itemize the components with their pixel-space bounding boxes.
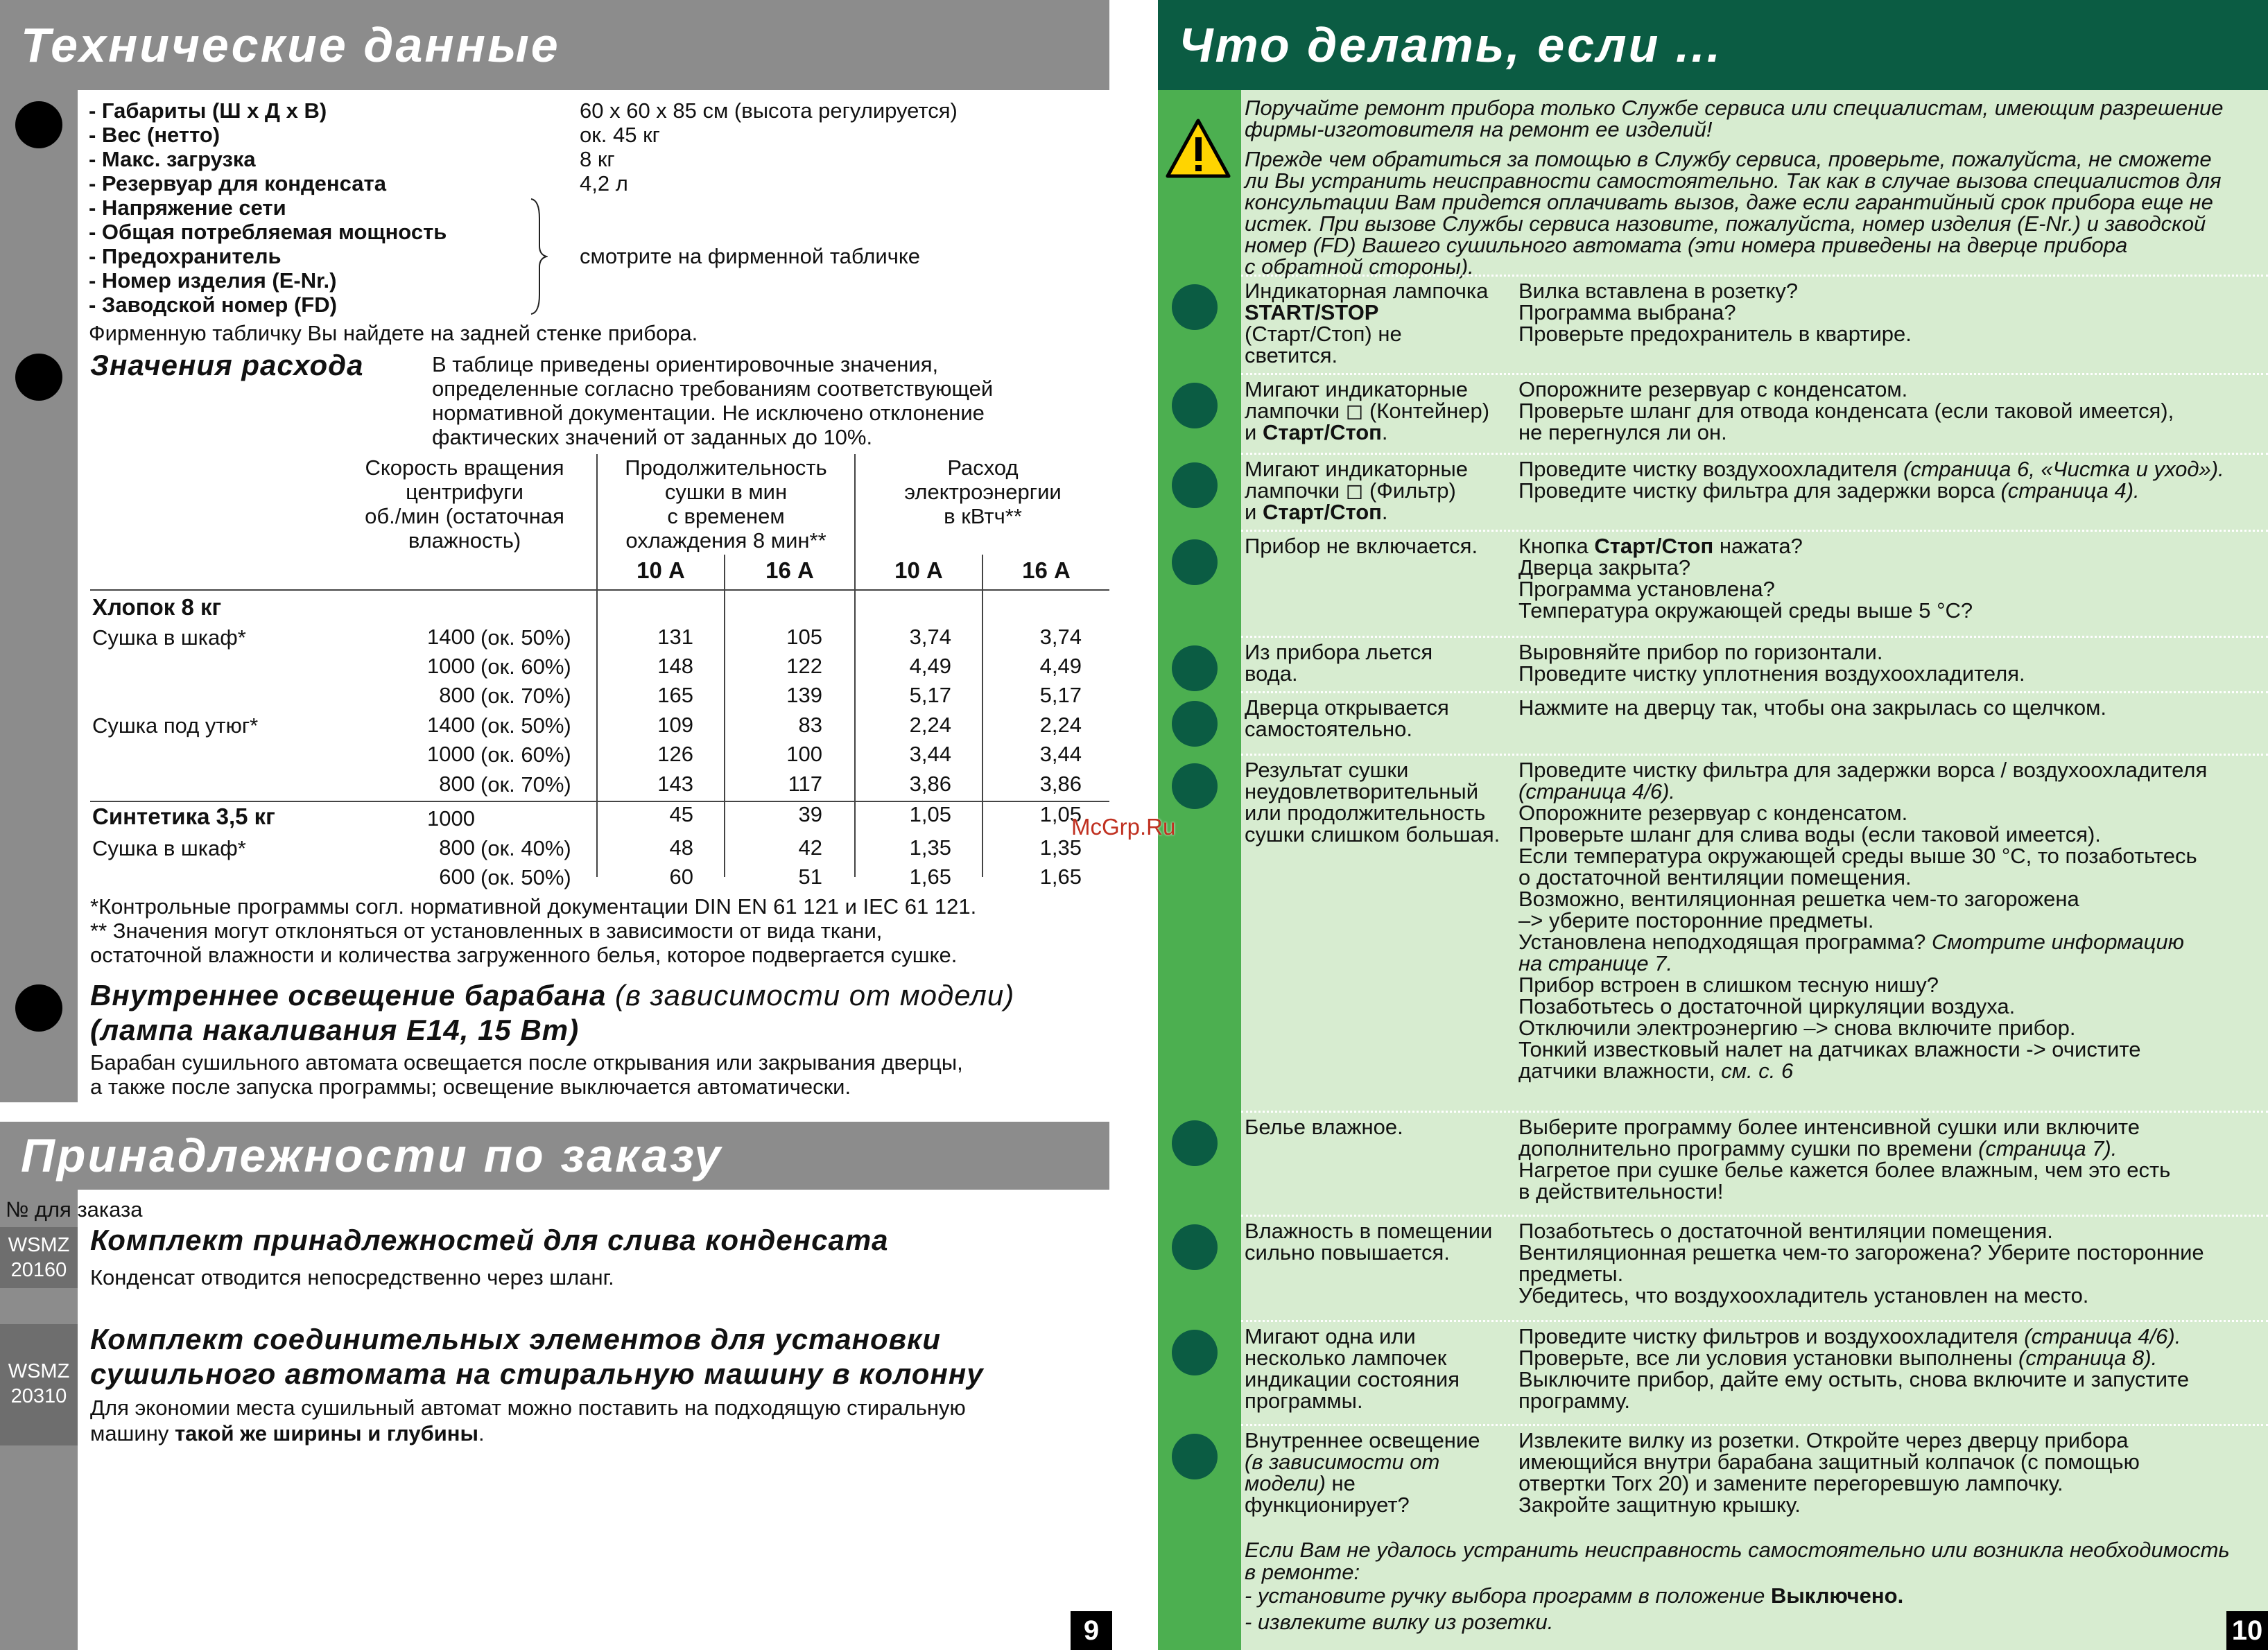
sol-line: Кнопка Старт/Стоп нажата? (1518, 534, 1803, 558)
table-cell: 109 (657, 713, 693, 737)
table-cell: 600 (439, 865, 475, 889)
final-bullet-1: - установите ручку выбора программ в положение Выключено. (1245, 1583, 1904, 1608)
sol-line: Проверьте шланг для слива воды (если таковой имеется). (1518, 822, 2101, 846)
prob-line: Прибор не включается. (1245, 534, 1478, 558)
prob-line: функционирует? (1245, 1493, 1410, 1517)
warning-line: фирмы-изготовителя на ремонт ее изделий! (1245, 117, 1713, 141)
prob-line: Белье влажное. (1245, 1115, 1403, 1139)
table-cell: Сушка в шкаф* (92, 836, 246, 860)
sol-line: Температура окружающей среды выше 5 °C? (1518, 598, 1973, 623)
order-code-2: WSMZ 20310 (0, 1324, 78, 1445)
prob-line: индикации состояния (1245, 1367, 1460, 1391)
row-separator (1241, 453, 2268, 455)
table-cell: 800 (439, 772, 475, 796)
sol-line: Проверьте предохранитель в квартире. (1518, 322, 1912, 346)
spec-label: - Общая потребляемая мощность (89, 220, 447, 244)
sol-line: имеющийся внутри барабана защитный колпачок (с помощью (1518, 1450, 2140, 1474)
table-cell: 3,86 (909, 772, 951, 796)
table-cell: 131 (657, 625, 693, 649)
order-no-label: № для заказа (6, 1197, 143, 1222)
row-separator (1241, 1424, 2268, 1426)
sol-line: Убедитесь, что воздухоохладитель установлен на место. (1518, 1283, 2089, 1308)
table-cell: 1,05 (1039, 802, 1082, 826)
sol-line: –> уберите посторонние предметы. (1518, 908, 1874, 932)
table-cell: (ок. 50%) (481, 625, 571, 650)
bullet-icon (1172, 763, 1218, 809)
bullet-icon (1172, 539, 1218, 585)
table-cell: 4,49 (1039, 654, 1082, 678)
col-duration-header: Продолжительность сушки в мин с временем охлаждения 8 мин** (625, 455, 827, 553)
prob-line: лампочки ◻ (Фильтр) (1245, 478, 1456, 503)
table-cell: 165 (657, 683, 693, 707)
prob-line: Индикаторная лампочка (1245, 279, 1489, 303)
table-cell: 3,44 (1039, 742, 1082, 766)
accessory-2-text-1: Для экономии места сушильный автомат можно поставить на подходящую стиральную (90, 1396, 966, 1420)
bullet-icon (1172, 1224, 1218, 1270)
sol-line: Проверьте, все ли условия установки выполнены (страница 8). (1518, 1346, 2158, 1370)
sol-line: Программа установлена? (1518, 577, 1775, 601)
table-cell: 2,24 (909, 713, 951, 737)
plate-note: Фирменную табличку Вы найдете на задней стенке прибора. (89, 321, 698, 345)
sol-line: Опорожните резервуар с конденсатом. (1518, 801, 1908, 825)
prob-line: Результат сушки (1245, 758, 1409, 782)
sol-line: Выберите программу более интенсивной сушки или включите (1518, 1115, 2140, 1139)
tech-data-header (0, 0, 1109, 90)
table-cell: 1,05 (909, 802, 951, 826)
table-cell: 3,44 (909, 742, 951, 766)
prob-line: (в зависимости от (1245, 1450, 1440, 1474)
sol-line: Вентиляционная решетка чем-то загорожена? Уберите посторонние (1518, 1240, 2204, 1265)
warning-line: Прежде чем обратиться за помощью в Службу сервиса, проверьте, пожалуйста, не сможете (1245, 147, 2212, 171)
row-separator (1241, 1111, 2268, 1113)
table-cell: 800 (439, 683, 475, 707)
table-cell: (ок. 60%) (481, 654, 571, 679)
prob-line: несколько лампочек (1245, 1346, 1447, 1370)
table-cell: 1,35 (909, 835, 951, 860)
consumption-desc-2: определенные согласно требованиям соответствующей (432, 376, 994, 401)
prob-line: Влажность в помещении (1245, 1219, 1493, 1243)
watermark: McGrp.Ru (1071, 814, 1176, 840)
bullet-icon (1172, 383, 1218, 428)
prob-line: программы. (1245, 1389, 1363, 1413)
sol-line: в действительности! (1518, 1179, 1724, 1204)
col-divider (982, 555, 983, 877)
prob-line: или продолжительность (1245, 801, 1486, 825)
warning-line: ли Вы устранить неисправности самостоятельно. Так как в случае вызова специалистов для (1245, 168, 2222, 193)
consumption-desc-3: нормативной документации. Не исключено отклонение (432, 401, 985, 425)
table-cell: 42 (798, 835, 822, 860)
spec-label: - Габариты (Ш х Д х В) (89, 98, 327, 123)
footnote-2b: остаточной влажности и количества загруженного белья, которое подвергается сушке. (90, 943, 958, 967)
table-cell: 100 (786, 742, 822, 766)
sol-line: (страница 4/6). (1518, 779, 1676, 804)
consumption-title: Значения расхода (90, 349, 364, 381)
table-cell: 122 (786, 654, 822, 678)
row-separator (1241, 1320, 2268, 1322)
prob-line: Мигают одна или (1245, 1324, 1416, 1348)
prob-line: светится. (1245, 343, 1338, 367)
spec-label: - Предохранитель (89, 244, 282, 268)
table-cell: (ок. 50%) (481, 713, 571, 738)
warning-line: номер (FD) Вашего сушильного автомата (эти номера приведены на дверце прибора (1245, 233, 2128, 257)
prob-line: Мигают индикаторные (1245, 377, 1469, 401)
accessory-1-title: Комплект принадлежностей для слива конденсата (90, 1224, 889, 1256)
cotton-title: Хлопок 8 кг (92, 594, 222, 620)
table-cell: 2,24 (1039, 713, 1082, 737)
sol-line: предметы. (1518, 1262, 1624, 1286)
spec-value: ок. 45 кг (580, 123, 660, 147)
spec-label: - Резервуар для конденсата (89, 171, 386, 196)
row-separator (1241, 373, 2268, 375)
sol-line: Проведите чистку уплотнения воздухоохладителя. (1518, 661, 2025, 686)
spec-value: 4,2 л (580, 171, 628, 196)
prob-line: Мигают индикаторные (1245, 457, 1469, 481)
order-code-1: WSMZ 20160 (0, 1227, 78, 1288)
row-separator (1241, 530, 2268, 532)
spec-label: - Напряжение сети (89, 196, 286, 220)
spec-value: смотрите на фирменной табличке (580, 244, 920, 268)
accessory-2-text-2: машину такой же ширины и глубины. (90, 1421, 485, 1445)
sol-line: Проведите чистку фильтра для задержки ворса / воздухоохладителя (1518, 758, 2208, 782)
lighting-title: Внутреннее освещение барабана (в зависимости от модели) (90, 979, 1015, 1011)
table-cell: (ок. 60%) (481, 742, 571, 767)
sol-line: Проведите чистку фильтров и воздухоохладителя (страница 4/6). (1518, 1324, 2181, 1348)
table-cell: 3,74 (1039, 625, 1082, 649)
table-cell: 143 (657, 772, 693, 796)
table-cell: 1,65 (1039, 865, 1082, 889)
sol-line: дополнительно программу сушки по времени (страница 7). (1518, 1136, 2118, 1161)
table-cell: 5,17 (909, 683, 951, 707)
accessories-title: Принадлежности по заказу (21, 1129, 723, 1182)
table-cell: 1000 (427, 654, 475, 678)
table-cell: (ок. 50%) (481, 865, 571, 889)
spec-label: - Заводской номер (FD) (89, 293, 337, 317)
accessory-2-title-2: сушильного автомата на стиральную машину в колонну (90, 1357, 984, 1390)
sol-line: Прибор встроен в слишком тесную нишу? (1518, 973, 1939, 997)
sol-line: Нагретое при сушке белье кажется более влажным, чем это есть (1518, 1158, 2171, 1182)
bullet-icon (15, 984, 62, 1032)
table-cell: 1,65 (909, 865, 951, 889)
consumption-desc-4: фактических значений от заданных до 10%. (432, 425, 873, 449)
sol-line: Вилка вставлена в розетку? (1518, 279, 1799, 303)
footnote-2a: ** Значения могут отклоняться от установленных в зависимости от вида ткани, (90, 919, 883, 943)
final-bullet-2: - извлеките вилку из розетки. (1245, 1610, 1554, 1634)
table-rule (90, 589, 1109, 591)
prob-line: START/STOP (1245, 300, 1379, 324)
sol-line: на странице 7. (1518, 951, 1673, 975)
spec-value: 8 кг (580, 147, 615, 171)
table-cell: 1,35 (1039, 835, 1082, 860)
prob-line: Дверца открывается (1245, 695, 1449, 720)
prob-line: лампочки ◻ (Контейнер) (1245, 399, 1490, 423)
page-number-right: 10 (2226, 1611, 2268, 1650)
sol-line: Установлена неподходящая программа? Смотрите информацию (1518, 930, 2184, 954)
table-cell: 51 (798, 865, 822, 889)
table-cell: 60 (669, 865, 693, 889)
footnote-1: *Контрольные программы согл. нормативной документации DIN EN 61 121 и IEC 61 121. (90, 894, 977, 919)
sol-line: Закройте защитную крышку. (1518, 1493, 1801, 1517)
troubleshooting-title: Что делать, если ... (1179, 18, 1723, 72)
table-cell: 117 (788, 772, 822, 796)
prob-line: и Старт/Стоп. (1245, 420, 1388, 444)
prob-line: и Старт/Стоп. (1245, 500, 1388, 524)
table-cell: 1400 (427, 713, 475, 737)
table-cell: 105 (786, 625, 822, 649)
bullet-icon (15, 101, 62, 148)
table-cell: 3,74 (909, 625, 951, 649)
row-separator (1241, 691, 2268, 693)
warning-line: истек. При вызове Службы сервиса назовите, пожалуйста, номер изделия (E-Nr.) и заводской (1245, 211, 2206, 236)
prob-line: (Старт/Стоп) не (1245, 322, 1402, 346)
sol-line: Программа выбрана? (1518, 300, 1736, 324)
amp-header: 16 А (1022, 557, 1071, 583)
warning-icon (1165, 118, 1231, 179)
sol-line: Если температура окружающей среды выше 30 °C, то позаботьтесь (1518, 844, 2197, 868)
sol-line: Дверца закрыта? (1518, 555, 1691, 580)
table-cell: 5,17 (1039, 683, 1082, 707)
bullet-icon (1172, 462, 1218, 508)
table-cell: 1000 (427, 806, 475, 831)
prob-line: Из прибора льется (1245, 640, 1433, 664)
spec-label: - Номер изделия (E-Nr.) (89, 268, 337, 293)
table-cell: 1000 (427, 742, 475, 766)
amp-header: 10 А (894, 557, 943, 583)
bullet-icon (1172, 1434, 1218, 1479)
sol-line: Отключили электроэнергию –> снова включите прибор. (1518, 1016, 2076, 1040)
prob-line: модели) не (1245, 1471, 1356, 1495)
final-note-1: Если Вам не удалось устранить неисправность самостоятельно или возникла необходимость (1245, 1538, 2230, 1562)
prob-line: Внутреннее освещение (1245, 1428, 1480, 1452)
consumption-desc-1: В таблице приведены ориентировочные значения, (432, 352, 939, 376)
table-cell: 83 (798, 713, 822, 737)
warning-line: консультации Вам придется оплачивать вызов, даже если гарантийный срок прибора еще не (1245, 190, 2213, 214)
table-cell: (ок. 70%) (481, 684, 571, 708)
brace-icon (527, 198, 548, 315)
row-separator (1241, 754, 2268, 756)
sol-line: программу. (1518, 1389, 1631, 1413)
table-cell: 800 (439, 835, 475, 860)
bullet-icon (1172, 1330, 1218, 1375)
sol-line: датчики влажности, см. с. 6 (1518, 1059, 1794, 1083)
lighting-title-2: (лампа накаливания E14, 15 Вт) (90, 1014, 580, 1046)
accessories-header (0, 1122, 1109, 1190)
sol-line: Нажмите на дверцу так, чтобы она закрылась со щелчком. (1518, 695, 2107, 720)
sol-line: отвертки Torx 20) и замените перегоревшую лампочку. (1518, 1471, 2063, 1495)
sol-line: Выровняйте прибор по горизонтали. (1518, 640, 1883, 664)
page-number-left: 9 (1071, 1611, 1112, 1650)
prob-line: сушки слишком большая. (1245, 822, 1500, 846)
bullet-icon (1172, 645, 1218, 691)
sol-line: Возможно, вентиляционная решетка чем-то загорожена (1518, 887, 2079, 911)
bullet-icon (15, 354, 62, 401)
amp-header: 10 А (637, 557, 685, 583)
sol-line: не перегнулся ли он. (1518, 420, 1727, 444)
prob-line: самостоятельно. (1245, 717, 1412, 741)
sol-line: Тонкий известковый налет на датчиках влажности -> очистите (1518, 1037, 2141, 1061)
lighting-text-1: Барабан сушильного автомата освещается после открывания или закрывания дверцы, (90, 1050, 963, 1075)
table-cell: 3,86 (1039, 772, 1082, 796)
troubleshooting-header (1158, 0, 2268, 90)
tech-data-title: Технические данные (21, 18, 560, 72)
amp-header: 16 А (765, 557, 814, 583)
row-separator (1241, 636, 2268, 638)
spec-label: - Вес (нетто) (89, 123, 220, 147)
table-cell: Сушка в шкаф* (92, 625, 246, 650)
left-margin-strip (0, 90, 78, 1102)
table-cell: 39 (798, 802, 822, 826)
table-cell: (ок. 70%) (481, 772, 571, 797)
col-divider (596, 454, 598, 877)
prob-line: сильно повышается. (1245, 1240, 1450, 1265)
sol-line: о достаточной вентиляции помещения. (1518, 865, 1912, 889)
row-separator (1241, 1215, 2268, 1217)
spec-value: 60 х 60 х 85 см (высота регулируется) (580, 98, 958, 123)
bullet-icon (1172, 284, 1218, 330)
table-cell: 4,49 (909, 654, 951, 678)
table-cell: Сушка под утюг* (92, 713, 259, 738)
col-divider (854, 454, 856, 877)
sol-line: Позаботьтесь о достаточной циркуляции воздуха. (1518, 994, 2016, 1018)
accessory-1-text: Конденсат отводится непосредственно через шланг. (90, 1265, 614, 1289)
warning-line: с обратной стороны). (1245, 254, 1474, 279)
lighting-text-2: а также после запуска программы; освещение выключается автоматически. (90, 1075, 851, 1099)
prob-line: неудовлетворительный (1245, 779, 1479, 804)
table-cell: 48 (669, 835, 693, 860)
sol-line: Проведите чистку фильтра для задержки ворса (страница 4). (1518, 478, 2140, 503)
col-divider (724, 555, 725, 877)
bullet-icon (1172, 701, 1218, 747)
table-cell: 148 (657, 654, 693, 678)
sol-line: Выключите прибор, дайте ему остыть, снова включите и запустите (1518, 1367, 2190, 1391)
synth-title: Синтетика 3,5 кг (92, 804, 275, 829)
table-cell: 45 (669, 802, 693, 826)
table-cell: 139 (786, 683, 822, 707)
sol-line: Проведите чистку воздухоохладителя (страница 6, «Чистка и уход»). (1518, 457, 2224, 481)
bullet-icon (1172, 1120, 1218, 1166)
sol-line: Проверьте шланг для отвода конденсата (если таковой имеется), (1518, 399, 2174, 423)
sol-line: Опорожните резервуар с конденсатом. (1518, 377, 1908, 401)
sol-line: Извлеките вилку из розетки. Откройте через дверцу прибора (1518, 1428, 2129, 1452)
col-energy-header: Расход электроэнергии в кВтч** (904, 455, 1062, 528)
row-separator (1241, 275, 2268, 277)
final-note-2: в ремонте: (1245, 1560, 1360, 1584)
spec-label: - Макс. загрузка (89, 147, 256, 171)
table-cell: (ок. 40%) (481, 836, 571, 860)
prob-line: вода. (1245, 661, 1298, 686)
col-speed-header: Скорость вращения центрифуги об./мин (остаточная влажность) (365, 455, 564, 553)
warning-line: Поручайте ремонт прибора только Службе сервиса или специалистам, имеющим разрешение (1245, 96, 2224, 120)
lighting-title-note: (в зависимости от модели) (615, 979, 1015, 1011)
sol-line: Позаботьтесь о достаточной вентиляции помещения. (1518, 1219, 2053, 1243)
accessory-2-title-1: Комплект соединительных элементов для установки (90, 1323, 941, 1355)
table-rule (90, 801, 1109, 802)
table-cell: 126 (657, 742, 693, 766)
table-cell: 1400 (427, 625, 475, 649)
